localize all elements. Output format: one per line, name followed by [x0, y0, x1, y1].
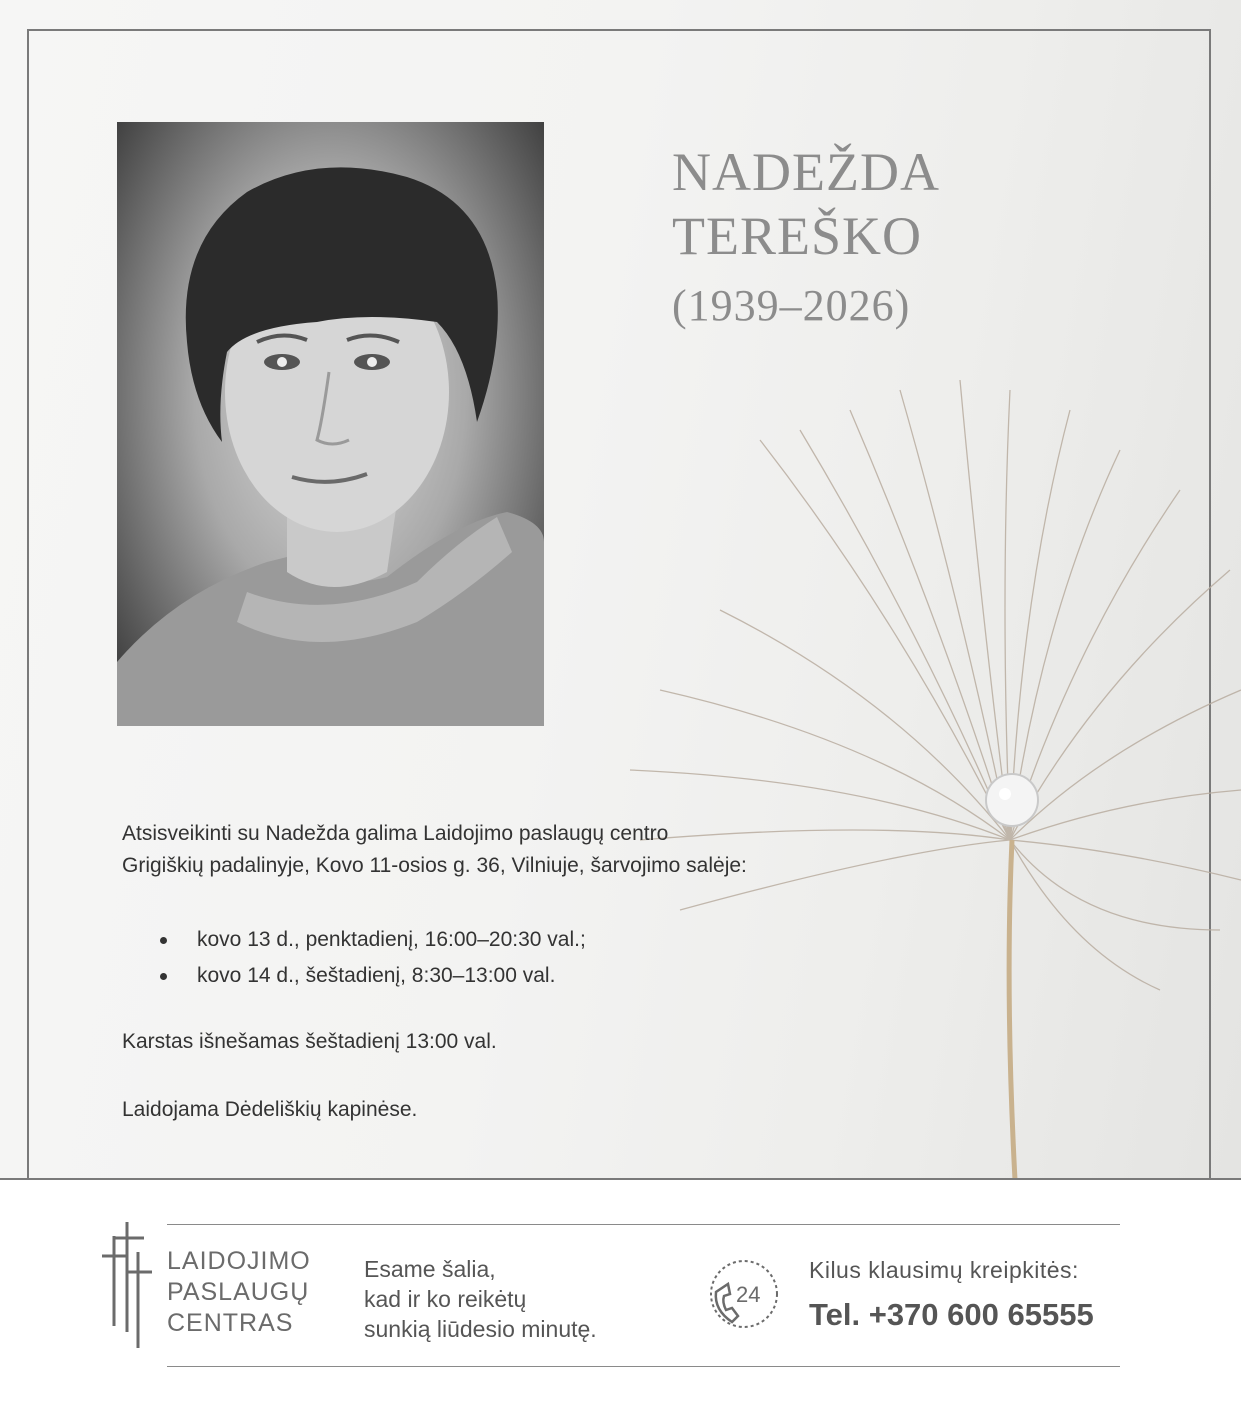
logo-line-2: PASLAUGŲ [167, 1278, 310, 1306]
first-name: NADEŽDA [672, 142, 940, 202]
contact-question: Kilus klausimų kreipkitės: [809, 1257, 1079, 1283]
life-years: (1939–2026) [672, 281, 911, 330]
list-item [160, 958, 586, 994]
logo-line-3: CENTRAS [167, 1309, 294, 1337]
visitation-intro [122, 818, 882, 882]
slogan [364, 1254, 597, 1344]
list-item [160, 922, 586, 958]
intro-line-1: Atsisveikinti su Nadežda galima Laidojimo paslaugų centro [122, 822, 669, 845]
deceased-name [672, 140, 940, 268]
logo-line-1: LAIDOJIMO [167, 1247, 311, 1275]
slogan-line-1: Esame šalia, [364, 1256, 496, 1282]
portrait-photo [117, 122, 544, 726]
footer-bottom-line [167, 1366, 1120, 1367]
phone-badge-text: 24 [736, 1282, 761, 1307]
slogan-line-3: sunkią liūdesio minutę. [364, 1316, 597, 1342]
last-name: TEREŠKO [672, 206, 922, 266]
divider [0, 1178, 1241, 1180]
bullet-icon [160, 973, 167, 980]
bullet-icon [160, 937, 167, 944]
crosses-logo-icon [100, 1222, 152, 1348]
company-logo-text [167, 1246, 311, 1339]
phone-24h-icon [708, 1258, 780, 1330]
burial-text: Laidojama Dėdeliškių kapinėse. [122, 1098, 418, 1121]
footer-top-line [167, 1224, 1120, 1225]
dandelion-seed-image [600, 370, 1241, 1180]
visitation-time: kovo 13 d., penktadienį, 16:00–20:30 val.; [197, 928, 586, 951]
visitation-time: kovo 14 d., šeštadienį, 8:30–13:00 val. [197, 964, 556, 987]
visitation-times [160, 922, 586, 994]
intro-line-2: Grigiškių padalinyje, Kovo 11-osios g. 36, Vilniuje, šarvojimo salėje: [122, 854, 747, 877]
slogan-line-2: kad ir ko reikėtų [364, 1286, 527, 1312]
phone-number[interactable]: Tel. +370 600 65555 [809, 1297, 1094, 1332]
coffin-text: Karstas išnešamas šeštadienį 13:00 val. [122, 1030, 497, 1053]
